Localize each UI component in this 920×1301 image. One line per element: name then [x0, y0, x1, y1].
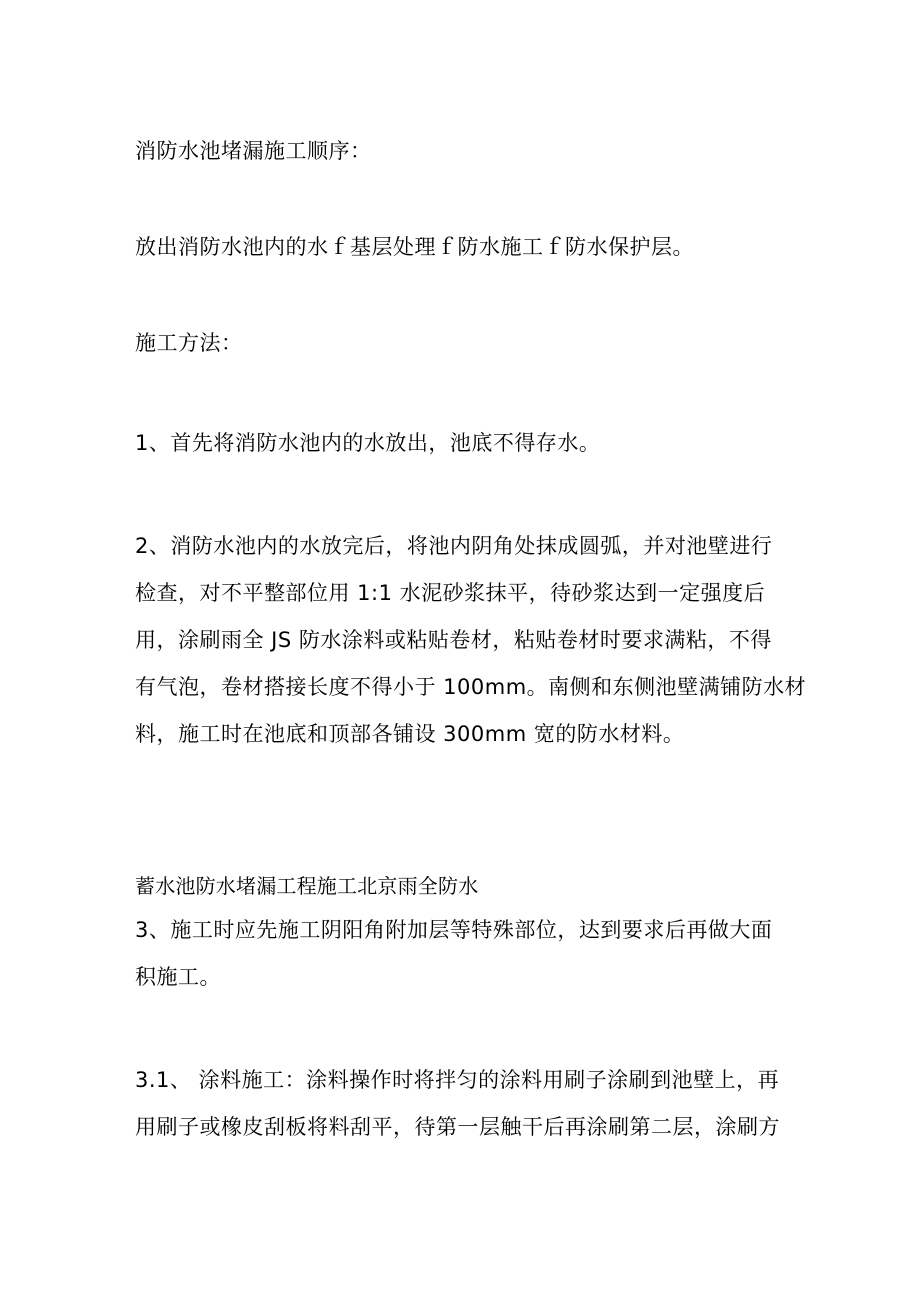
sequence-steps: 放出消防水池内的水ｆ基层处理ｆ防水施工ｆ防水保护层。: [135, 235, 694, 259]
step-2-line-4: 有气泡，卷材搭接长度不得小于 100mm。南侧和东侧池壁满铺防水材: [135, 675, 807, 699]
step-3-line-1: 3、施工时应先施工阴阳角附加层等特殊部位，达到要求后再做大面: [135, 918, 773, 942]
sequence-title: 消防水池堵漏施工顺序：: [135, 139, 372, 163]
step-2-line-2: 检查，对不平整部位用 1:1 水泥砂浆抹平，待砂浆达到一定强度后: [135, 581, 766, 605]
step-3-1-line-1: 3.1、 涂料施工：涂料操作时将拌匀的涂料用刷子涂刷到池壁上，再: [135, 1068, 780, 1092]
step-2-line-5: 料，施工时在池底和顶部各铺设 300mm 宽的防水材料。: [135, 722, 685, 746]
step-3-line-2: 积施工。: [135, 965, 221, 989]
step-3-1-line-2: 用刷子或橡皮刮板将料刮平，待第一层触干后再涂刷第二层，涂刷方: [135, 1115, 780, 1139]
step-2-line-1: 2、消防水池内的水放完后，将池内阴角处抹成圆弧，并对池壁进行: [135, 534, 773, 558]
method-title: 施工方法：: [135, 331, 243, 355]
step-2-line-3: 用，涂刷雨全 JS 防水涂料或粘贴卷材，粘贴卷材时要求满粘，不得: [135, 628, 772, 652]
step-1-text: 1、首先将消防水池内的水放出，池底不得存水。: [135, 431, 601, 455]
caption-line: 蓄水池防水堵漏工程施工北京雨全防水: [135, 874, 479, 898]
